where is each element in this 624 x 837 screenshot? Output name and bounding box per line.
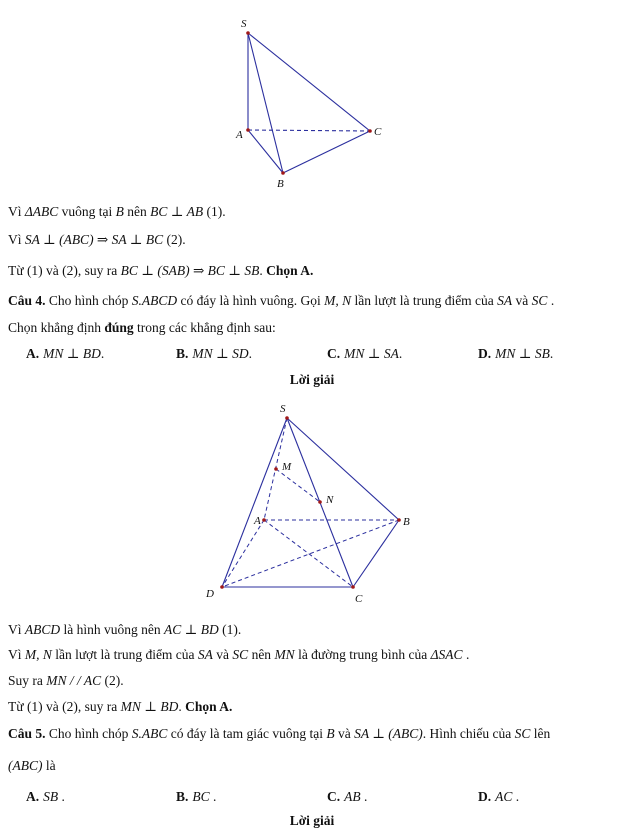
text: lần lượt là trung điểm của [51,647,198,662]
math: SC [514,726,531,741]
option-label: A. [26,346,40,361]
q4-option-d[interactable] [478,346,553,362]
option-value: MN ⊥ SD [192,346,249,361]
math: SA ⊥ (ABC) [354,726,423,741]
option-label: B. [176,346,189,361]
q4-option-b[interactable] [176,346,252,362]
sol4-line1 [8,622,241,638]
option-value: SB [43,789,59,804]
q5-solution-title: Lời giải [289,813,335,828]
text: nên [248,647,275,662]
edge-sc [248,33,370,131]
edge-sb [248,33,283,173]
option-label: D. [478,789,492,804]
edge2-sb [287,418,399,520]
option-label: C. [327,346,341,361]
option-value: MN ⊥ SB [495,346,550,361]
text: . [259,263,267,278]
point2-c [351,585,355,589]
math: BC ⊥ (SAB) ⇒ BC ⊥ SB [120,263,260,278]
text: Từ (1) và (2), suy ra [8,263,121,278]
text: . [462,647,470,662]
text: lên [530,726,551,741]
math: BC ⊥ AB [150,204,204,219]
point2-m [274,467,278,471]
edge2-ad-hidden [222,520,264,587]
q4-stem-line1 [8,293,554,309]
text: . [398,346,403,361]
math: S.ABC [131,726,168,741]
label2-m: M [282,461,292,473]
math: ΔSAC [430,647,463,662]
text: . [549,346,554,361]
math: ABCD [24,622,61,637]
text: có đáy là tam giác vuông tại [167,726,327,741]
option-value: MN ⊥ SA [344,346,399,361]
text: là [42,758,56,773]
text: và [212,647,233,662]
q5-option-b[interactable] [176,789,216,805]
text: trong các khẳng định sau: [133,320,276,335]
text: vuông tại [58,204,116,219]
math: M, N [24,647,52,662]
q4-stem-line2 [8,320,276,336]
option-value: MN ⊥ BD [43,346,101,361]
point2-s [285,416,289,420]
sol4-line2 [8,647,469,663]
math: M, N [324,293,352,308]
answer-choice: Chọn A. [266,263,314,278]
point2-b [397,518,401,522]
edge-ac-hidden [248,130,370,131]
option-label: D. [478,346,492,361]
label-c: C [374,126,382,138]
math: B [326,726,335,741]
math: MN [274,647,295,662]
option-label: C. [327,789,341,804]
text: Vì [8,204,25,219]
text: lần lượt là trung điểm của [351,293,498,308]
sol3-line3 [8,263,313,279]
math: MN / / AC [46,673,102,688]
sol4-line3 [8,673,124,689]
math: SA [197,647,213,662]
q5-option-d[interactable] [478,789,519,805]
text: Cho hình chóp [45,726,132,741]
answer-choice: Chọn A. [185,699,233,714]
text: Từ (1) và (2), suy ra [8,699,121,714]
math: MN ⊥ BD [120,699,179,714]
text: . [58,789,65,804]
text: . Hình chiếu của [422,726,515,741]
point-b [281,171,285,175]
text: Suy ra [8,673,47,688]
text: Cho hình chóp [45,293,132,308]
option-value: AC [495,789,513,804]
math: B [115,204,124,219]
label2-a: A [254,515,261,527]
text: . [209,789,217,804]
text: và [334,726,355,741]
text: . [178,699,186,714]
edge2-sd [222,418,287,587]
label2-d: D [206,588,214,600]
text: nên [123,204,151,219]
label2-s: S [280,403,286,415]
q5-stem-line2 [8,758,56,774]
text: là đường trung bình của [294,647,431,662]
text: Chọn khẳng định [8,320,105,335]
label2-n: N [326,494,334,506]
option-value: BC [192,789,210,804]
text: . [360,789,368,804]
point2-n [318,500,322,504]
q5-stem-line1 [8,726,550,742]
q4-solution-title: Lời giải [289,372,335,387]
point-a [246,128,250,132]
text: Vì [8,232,25,247]
sol4-line4 [8,699,232,715]
text: Vì [8,647,25,662]
edge-ab [248,130,283,173]
diag-bd-hidden [222,520,399,587]
math: ΔABC [24,204,59,219]
text: có đáy là hình vuông. Gọi [177,293,325,308]
point2-a [262,518,266,522]
q5-option-c[interactable] [327,789,367,805]
label-b: B [277,178,284,190]
text: (1). [218,622,242,637]
math: SC [232,647,249,662]
option-label: B. [176,789,189,804]
text: và [512,293,532,308]
math: SA ⊥ (ABC) ⇒ SA ⊥ BC [24,232,164,247]
label-a: A [236,129,243,141]
label-s: S [241,18,247,30]
sol3-line2 [8,232,186,248]
edge-bc [283,131,370,173]
option-value: AB [344,789,361,804]
text: Vì [8,622,25,637]
math: AC ⊥ BD [164,622,219,637]
diag-ac-hidden [264,520,353,587]
point2-d [220,585,224,589]
option-label: A. [26,789,40,804]
text: . [248,346,252,361]
text: (2). [163,232,186,247]
label2-b: B [403,516,410,528]
q4-option-a[interactable] [26,346,104,362]
text: (1). [203,204,226,219]
edge2-sa-hidden [264,418,287,520]
sol3-line1 [8,204,226,220]
text: . [100,346,105,361]
text: là hình vuông nên [60,622,164,637]
question-label: Câu 5. [8,726,46,741]
text: (2). [101,673,124,688]
text: . [512,789,520,804]
edge2-cb [353,520,399,587]
segment-mn-hidden [276,469,320,502]
edge2-sc [287,418,353,587]
point-s [246,31,250,35]
point-c [368,129,372,133]
math: SA [497,293,513,308]
q5-option-a[interactable] [26,789,65,805]
math: (ABC) [8,758,43,773]
text: . [547,293,555,308]
math: S.ABCD [131,293,178,308]
label2-c: C [355,593,363,605]
question-label: Câu 4. [8,293,46,308]
emphasis: đúng [104,320,134,335]
math: SC [531,293,548,308]
q4-option-c[interactable] [327,346,402,362]
